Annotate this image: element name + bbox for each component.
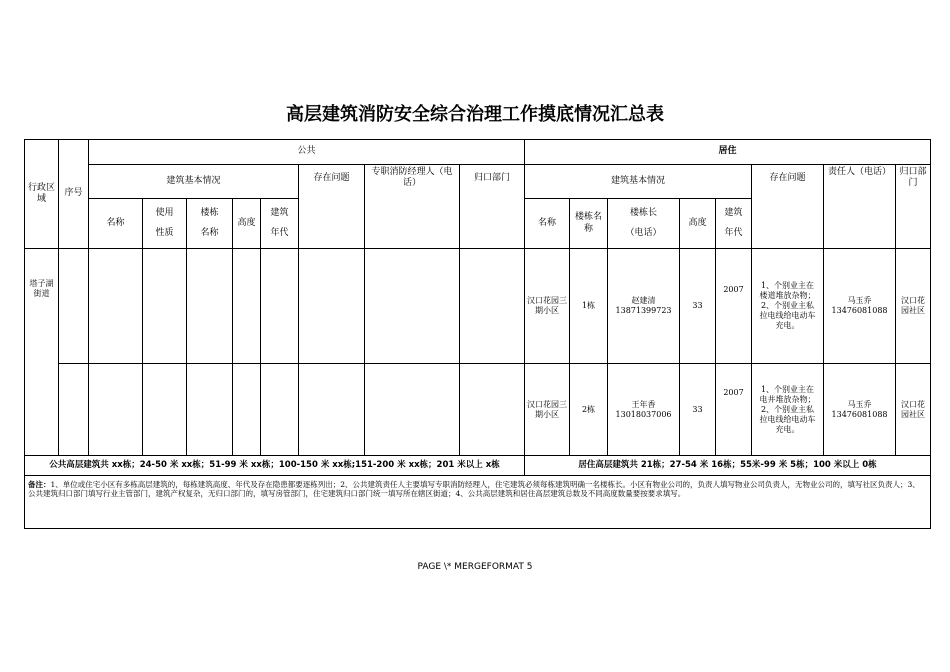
- residential-year: 2007: [716, 364, 752, 456]
- residential-person: 马玉乔 13476081088: [824, 249, 896, 364]
- residential-dept: 汉口花园社区: [896, 364, 931, 456]
- summary-public: 公共高层建筑共 xx栋；24-50 米 xx栋；51-99 米 xx栋；100-150 米 xx栋;151-200 米 xx栋；201 米以上 x栋: [25, 456, 525, 476]
- residential-year: 2007: [716, 249, 752, 364]
- header-residential-building: 楼栋名称: [570, 199, 608, 249]
- header-public-name: 名称: [89, 199, 143, 249]
- header-seq: 序号: [59, 140, 89, 249]
- residential-leader: 王年香 13018037006: [608, 364, 680, 456]
- header-public-issue: 存在问题: [299, 165, 365, 249]
- header-public-year: 建筑 年代: [261, 199, 299, 249]
- header-public-manager: 专职消防经理人（电话）: [365, 165, 460, 249]
- page-footer: PAGE \* MERGEFORMAT 5: [417, 562, 533, 572]
- residential-name: 汉口花园三期小区: [525, 364, 570, 456]
- residential-issue: 1、个别业主在电井堆放杂物；2、个别业主私拉电线给电动车充电。: [752, 364, 824, 456]
- summary-table: [24, 139, 931, 529]
- residential-building: 1栋: [570, 249, 608, 364]
- header-residential-basic: 建筑基本情况: [525, 165, 752, 199]
- residential-leader: 赵建清 13871399723: [608, 249, 680, 364]
- residential-building: 2栋: [570, 364, 608, 456]
- header-region: 行政区域: [25, 140, 59, 249]
- header-public-building-name: 楼栋 名称: [187, 199, 233, 249]
- region-cell: 塔子湖街道: [25, 249, 59, 456]
- header-residential-leader: 楼栋长 （电话）: [608, 199, 680, 249]
- header-public-height: 高度: [233, 199, 261, 249]
- residential-person: 马玉乔 13476081088: [824, 364, 896, 456]
- residential-dept: 汉口花园社区: [896, 249, 931, 364]
- header-public-use: 使用 性质: [143, 199, 187, 249]
- residential-height: 33: [680, 249, 716, 364]
- header-public-basic: 建筑基本情况: [89, 165, 299, 199]
- table-row: [25, 249, 931, 364]
- header-residential: 居住: [525, 140, 931, 165]
- header-residential-height: 高度: [680, 199, 716, 249]
- residential-issue: 1、个别业主在楼道堆放杂物；2、个别业主私拉电线给电动车充电。: [752, 249, 824, 364]
- residential-name: 汉口花园三期小区: [525, 249, 570, 364]
- notes: [25, 476, 931, 529]
- note-label: 备注：: [28, 480, 51, 489]
- header-residential-year: 建筑 年代: [716, 199, 752, 249]
- header-public: 公共: [89, 140, 525, 165]
- residential-height: 33: [680, 364, 716, 456]
- header-residential-dept: 归口部门: [896, 165, 931, 249]
- header-residential-issue: 存在问题: [752, 165, 824, 249]
- table-row: [25, 364, 931, 456]
- page-title: 高层建筑消防安全综合治理工作摸底情况汇总表: [286, 104, 664, 125]
- header-public-dept: 归口部门: [460, 165, 525, 249]
- header-residential-person: 责任人（电话）: [824, 165, 896, 249]
- note-text: 1、单位或住宅小区有多栋高层建筑的，每栋建筑高度、年代及存在隐患都要逐栋列出；2、公共建筑责任人主要填写专职消防经理人，住宅建筑必须每栋建筑明确一名楼栋长。小区有物业公司的，负责人填写物业公司负责人，无物业公司的，填写社区负责人；3、公共建筑归口部门填写行业主管部门，建筑产权复杂，无归口部门的，填写房管部门，住宅建筑归口部门统一填写所在辖区街道；4、公共高层建筑和居住高层建筑总数及不同高度数量要按要求填写。: [28, 480, 920, 499]
- header-residential-name: 名称: [525, 199, 570, 249]
- summary-residential: 居住高层建筑共 21栋；27-54 米 16栋；55米-99 米 5栋；100 米以上 0栋: [525, 456, 931, 476]
